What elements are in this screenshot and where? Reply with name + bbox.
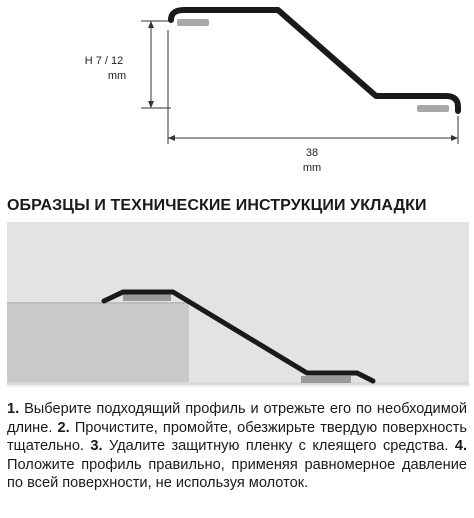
adhesive-strip-upper [123,294,171,301]
adhesive-tape-right [417,105,449,112]
width-unit: mm [302,162,322,174]
height-label: H 7 / 12 [84,55,124,67]
installation-instructions [7,400,467,493]
step-1-number: 1. [7,401,20,417]
installation-illustration [7,222,469,397]
step-4-number: 4. [454,438,468,455]
step-4-text: Положите профиль правильно, применяя равномерное давление по всей поверхности, не используя молоток. [7,456,467,492]
width-dimension [168,30,458,144]
step-2-number: 2. [57,419,70,436]
height-unit: mm [107,70,127,82]
step-3-number: 3. [90,438,103,455]
adhesive-tape-left [177,19,209,26]
raised-floor-block [7,302,189,384]
adhesive-strip-lower [301,376,351,383]
section-title: ОБРАЗЦЫ И ТЕХНИЧЕСКИЕ ИНСТРУКЦИИ УКЛАДКИ [7,197,427,214]
profile-shape [171,10,458,112]
step-1-text: Выберите подходящий профиль и отрежьте его по необходимой длине. [7,401,467,436]
height-dimension [141,21,171,108]
step-3-text: Удалите защитную пленку с клеящего средства. [102,438,455,455]
step-2-text: Прочистите, промойте, обезжирьте твердую поверхность тщательно. [7,419,467,455]
width-value: 38 [305,147,319,159]
profile-cross-section-diagram [0,0,474,185]
